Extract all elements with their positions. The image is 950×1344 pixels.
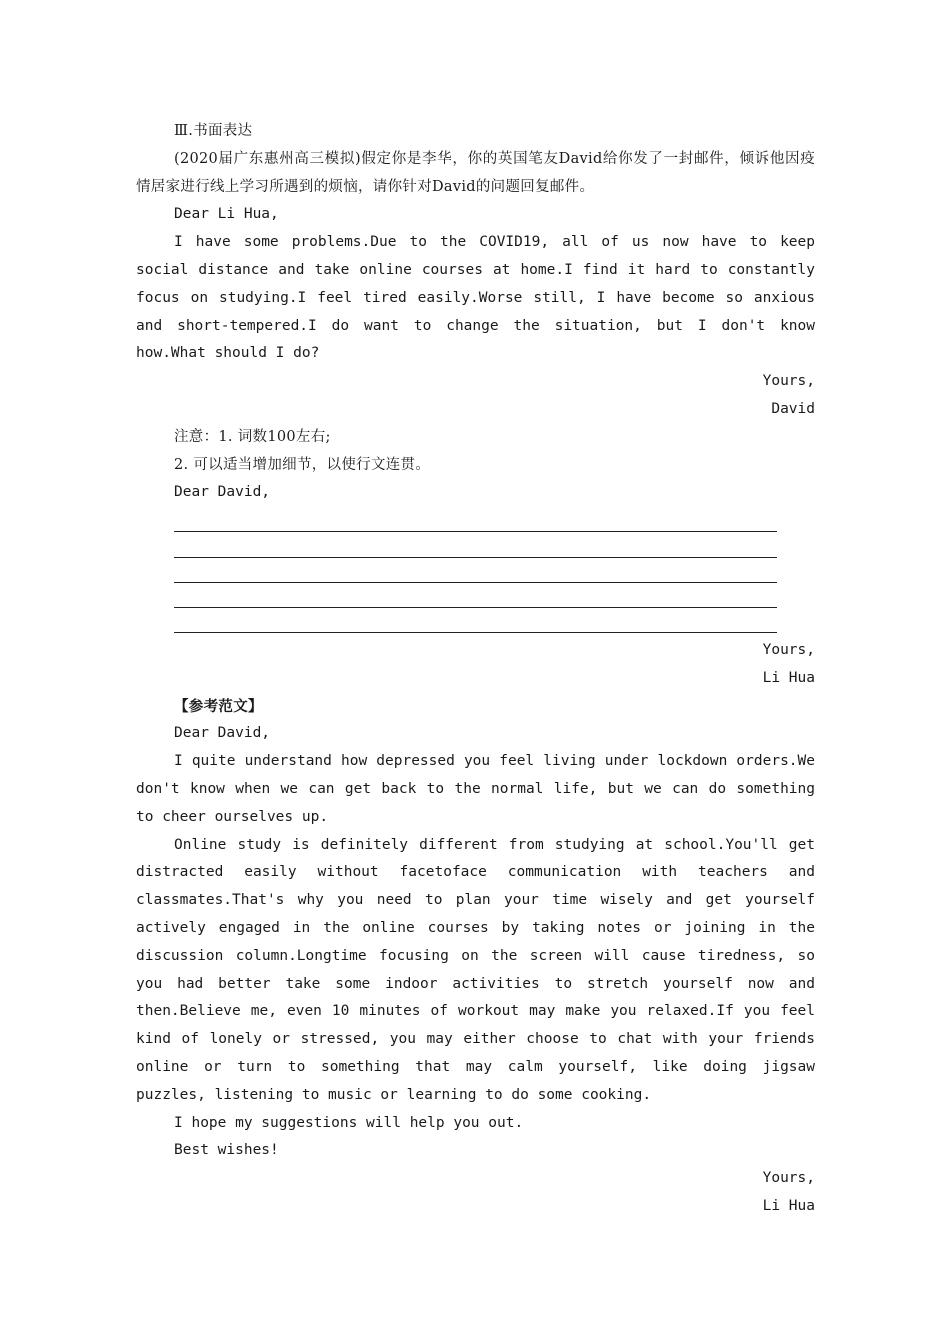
model-answer-heading: 【参考范文】 xyxy=(174,697,263,715)
model-answer-greeting: Dear David, xyxy=(174,725,271,742)
letter-body: I have some problems.Due to the COVID19, all of us now have to keep social distance and take online courses at home.I find it hard to constantly focus on studying.I feel tired easily.Worse still, I have become so anxious and short-tempered.I do want to change the situation, but I don't know how.What should I do? xyxy=(136,234,815,362)
letter-greeting: Dear Li Hua, xyxy=(174,206,279,223)
writing-prompt: (2020届广东惠州高三模拟)假定你是李华，你的英国笔友David给你发了一封邮件，倾诉他因疫情居家进行线上学习所遇到的烦恼，请你针对David的问题回复邮件。 xyxy=(136,150,815,195)
answer-blank-line[interactable] xyxy=(174,532,777,557)
model-answer-paragraph: I hope my suggestions will help you out. xyxy=(174,1114,524,1131)
note-details: 2. 可以适当增加细节，以使行文连贯。 xyxy=(174,456,431,473)
model-answer-closing: Yours, xyxy=(762,1170,815,1187)
model-answer-paragraph: Online study is definitely different from studying at school.You'll get distracted easily without facetoface communication with teachers and classmates.That's why you need to plan your time wisely and get yourself actively engaged in the online courses by taking notes or joining in the discussion column.Longtime focusing on the screen will cause tiredness, so you had better take some indoor activities to stretch yourself now and then.Believe me, even 10 minutes of workout may make you relaxed.If you feel kind of lonely or stressed, you may either choose to chat with your friends online or turn to something that may calm yourself, like doing jigsaw puzzles, listening to music or learning to do some cooking. xyxy=(136,836,815,1103)
document-page xyxy=(136,118,815,1221)
answer-blank-line[interactable] xyxy=(174,583,777,608)
answer-blank-line[interactable] xyxy=(174,507,777,532)
answer-lines[interactable] xyxy=(174,507,777,633)
section-heading: Ⅲ.书面表达 xyxy=(174,123,253,139)
answer-area[interactable] xyxy=(136,507,815,637)
letter-signature: David xyxy=(771,400,815,417)
reply-signature: Li Hua xyxy=(762,669,815,686)
model-answer-paragraph: Best wishes! xyxy=(174,1142,279,1159)
model-answer-signature: Li Hua xyxy=(762,1198,815,1215)
note-word-count: 注意：1. 词数100左右; xyxy=(174,428,331,445)
reply-closing: Yours, xyxy=(762,642,815,659)
letter-closing: Yours, xyxy=(762,373,815,390)
model-answer-paragraph: I quite understand how depressed you feel living under lockdown orders.We don't know when we can get back to the normal life, but we can do something to cheer ourselves up. xyxy=(136,753,815,825)
answer-blank-line[interactable] xyxy=(174,608,777,633)
reply-greeting: Dear David, xyxy=(174,484,271,501)
answer-blank-line[interactable] xyxy=(174,558,777,583)
